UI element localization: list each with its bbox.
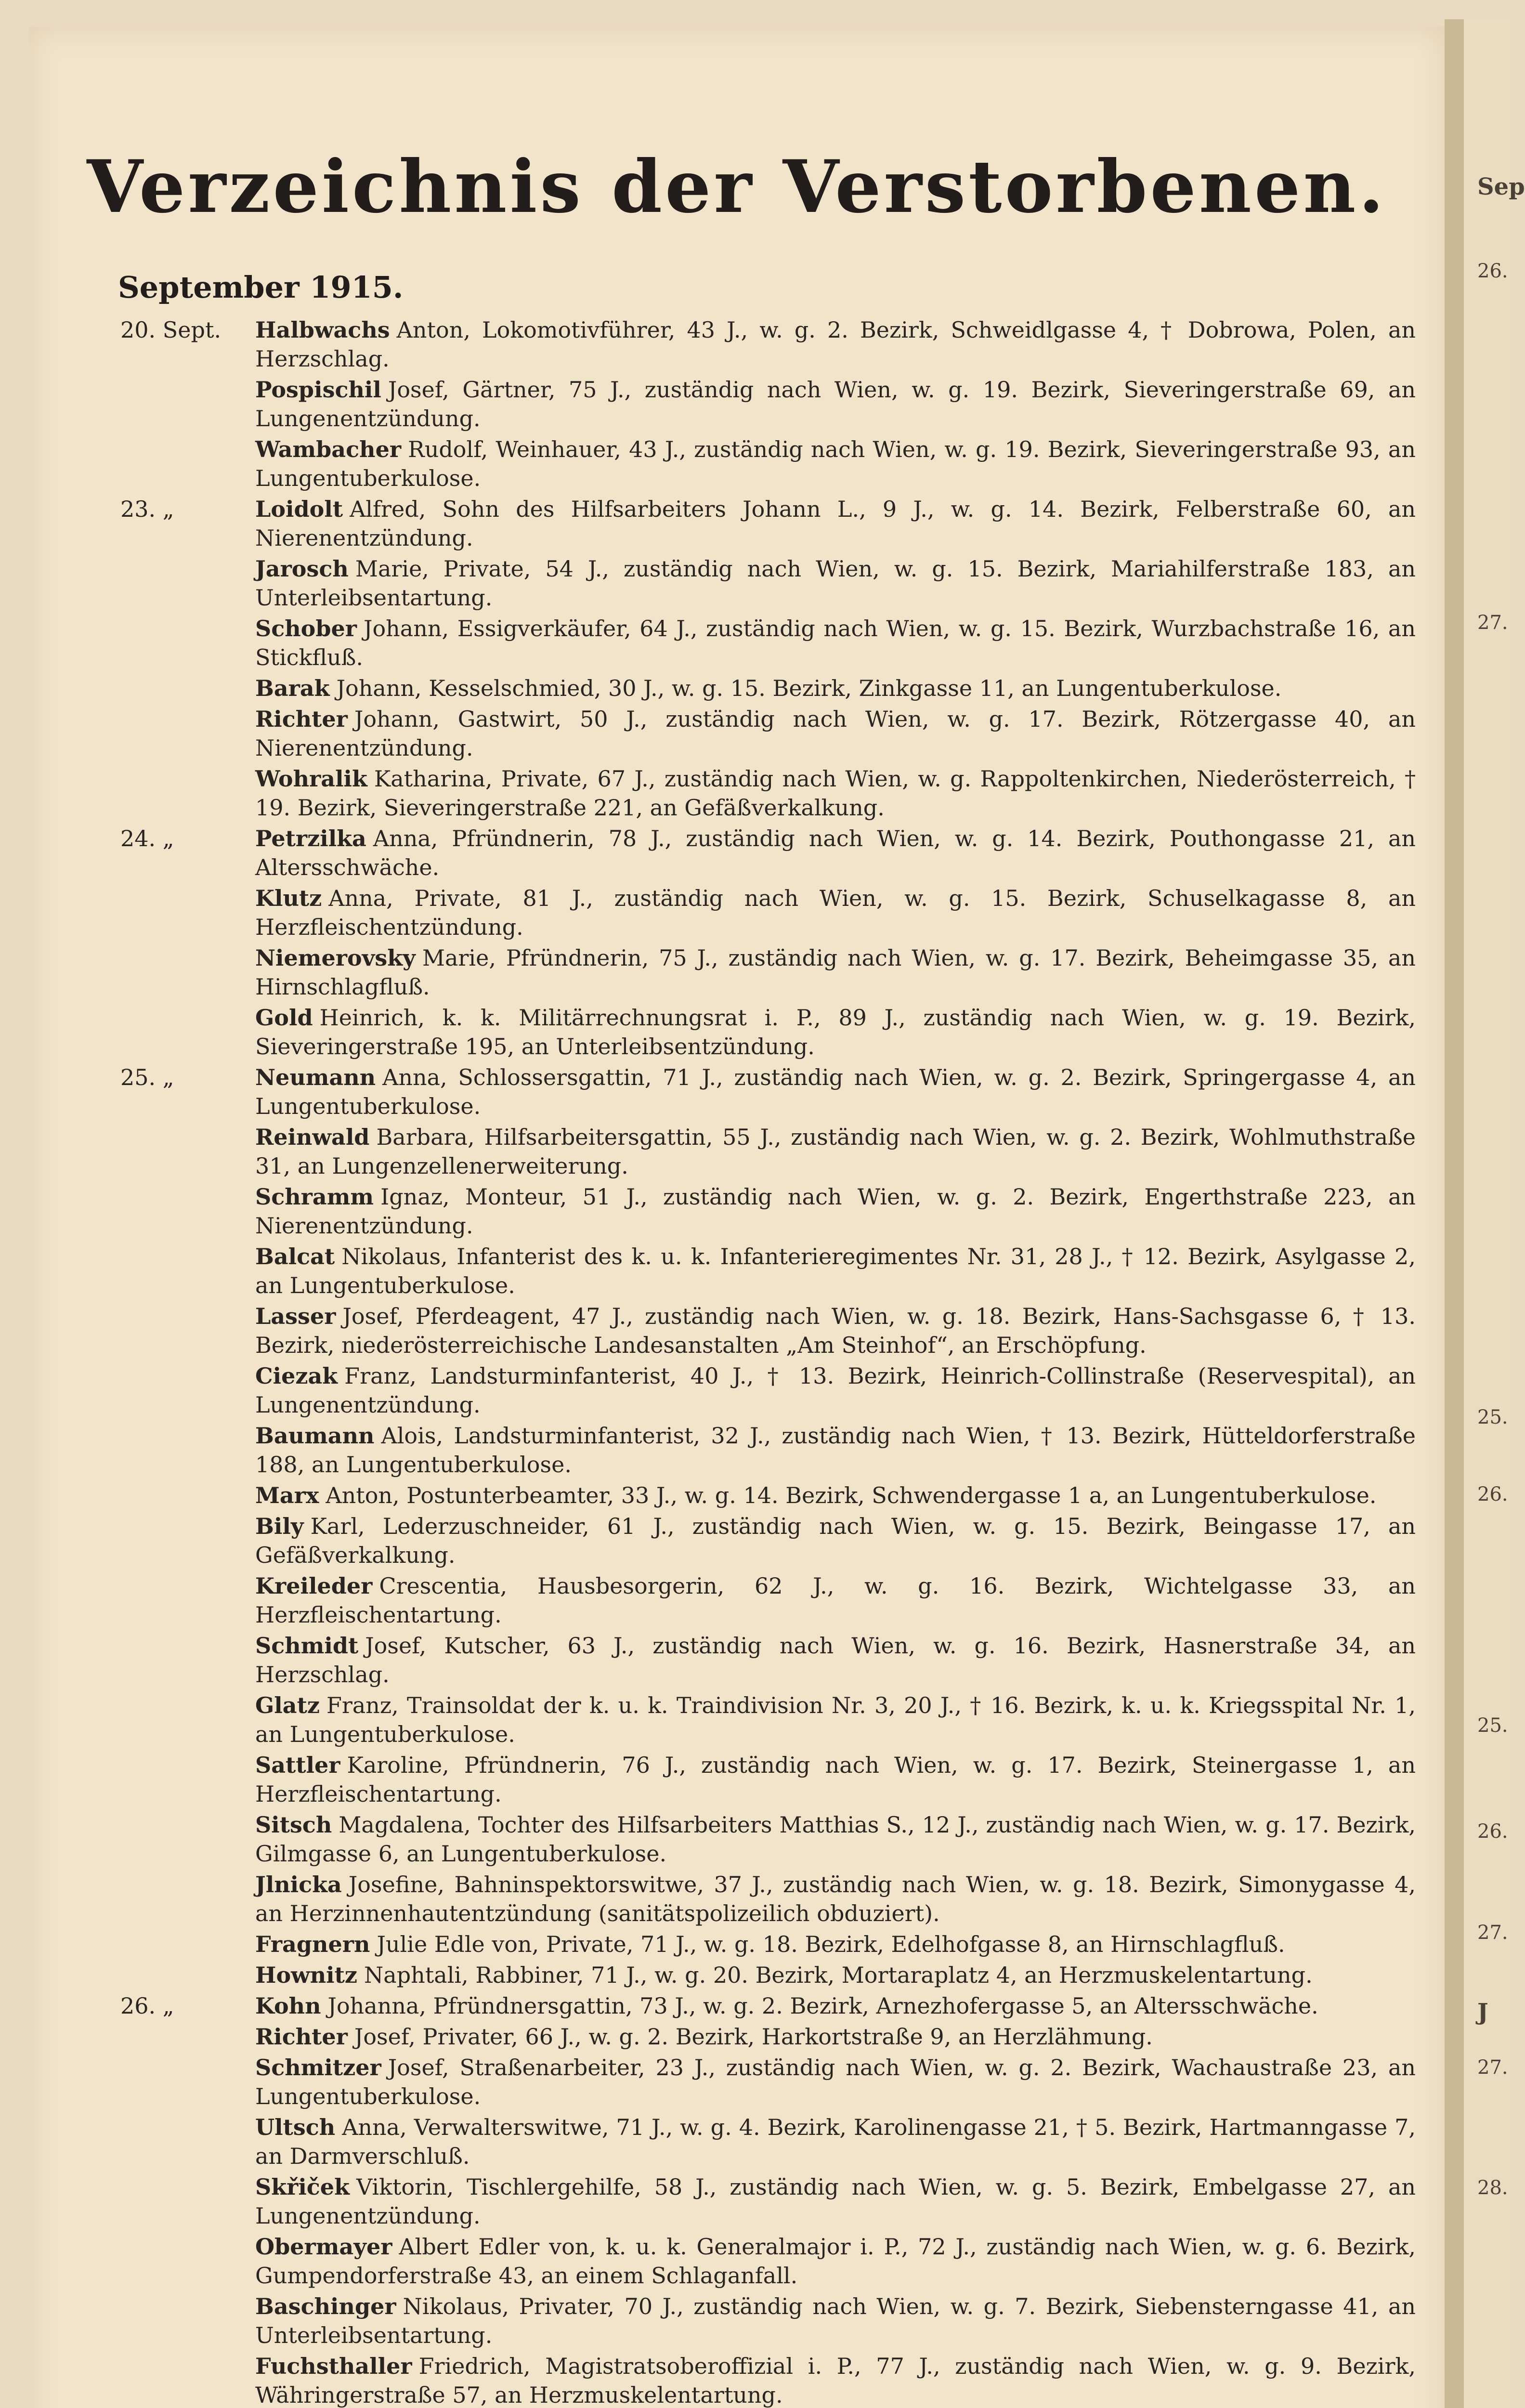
entry-surname: Hownitz bbox=[255, 1962, 358, 1988]
list-item bbox=[29, 764, 1445, 822]
entry-surname: Sitsch bbox=[255, 1812, 332, 1838]
entry-surname: Wohralik bbox=[255, 766, 367, 792]
entry-text bbox=[255, 435, 1416, 493]
entry-date: 23. „ bbox=[120, 496, 174, 522]
list-item bbox=[29, 1123, 1445, 1180]
entry-text bbox=[255, 1242, 1416, 1300]
entry-surname: Skřiček bbox=[255, 2174, 350, 2200]
adjacent-page-header: Sep bbox=[1477, 173, 1525, 200]
list-item bbox=[29, 435, 1445, 493]
entry-details: Alfred, Sohn des Hilfsarbeiters Johann L., 9 J., w. g. 14. Bezirk, Felberstraße 60, an Nierenentzündung. bbox=[255, 496, 1416, 551]
entry-text bbox=[255, 1810, 1416, 1868]
list-item bbox=[29, 1361, 1445, 1419]
list-item bbox=[29, 554, 1445, 612]
entry-surname: Glatz bbox=[255, 1692, 320, 1718]
entry-details: Josef, Kutscher, 63 J., zuständig nach Wien, w. g. 16. Bezirk, Hasnerstraße 34, an Herzschlag. bbox=[255, 1633, 1416, 1688]
entry-surname: Lasser bbox=[255, 1303, 336, 1329]
entry-surname: Obermayer bbox=[255, 2234, 392, 2260]
list-item bbox=[29, 1063, 1445, 1121]
entry-details: Anton, Postunterbeamter, 33 J., w. g. 14. Bezirk, Schwendergasse 1 a, an Lungentuberkulose. bbox=[326, 1482, 1377, 1508]
list-item bbox=[29, 2292, 1445, 2350]
entry-text bbox=[255, 2022, 1416, 2051]
entry-details: Rudolf, Weinhauer, 43 J., zuständig nach Wien, w. g. 19. Bezirk, Sieveringerstraße 93, an Lungentuberkulose. bbox=[255, 436, 1416, 491]
entry-details: Johann, Essigverkäufer, 64 J., zuständig nach Wien, w. g. 15. Bezirk, Wurzbachstraße 16, an Stickfluß. bbox=[255, 615, 1416, 670]
list-item bbox=[29, 2232, 1445, 2290]
entry-text bbox=[255, 705, 1416, 762]
entry-date: 24. „ bbox=[120, 825, 174, 851]
entry-text bbox=[255, 1063, 1416, 1121]
entry-details: Ignaz, Monteur, 51 J., zuständig nach Wien, w. g. 2. Bezirk, Engerthstraße 223, an Nierenentzündung. bbox=[255, 1184, 1416, 1239]
entry-details: Josefine, Bahninspektorswitwe, 37 J., zuständig nach Wien, w. g. 18. Bezirk, Simonygasse 4, an Herzinnenhautentzündung (sanitätspolizeilich obduziert). bbox=[255, 1871, 1416, 1926]
list-item bbox=[29, 2053, 1445, 2111]
entry-text bbox=[255, 1302, 1416, 1360]
entry-surname: Pospischil bbox=[255, 377, 381, 403]
entry-details: Katharina, Private, 67 J., zuständig nach Wien, w. g. Rappoltenkirchen, Niederösterreich, † 19. Bezirk, Sieveringerstraße 221, an Gefäßverkalkung. bbox=[255, 766, 1416, 821]
adjacent-page-date: 26. bbox=[1477, 260, 1508, 282]
entry-text bbox=[255, 1182, 1416, 1240]
list-item bbox=[29, 315, 1445, 373]
entry-details: Marie, Pfründnerin, 75 J., zuständig nach Wien, w. g. 17. Bezirk, Beheimgasse 35, an Hirnschlagfluß. bbox=[255, 945, 1416, 1000]
entry-details: Franz, Landsturminfanterist, 40 J., † 13. Bezirk, Heinrich-Collinstraße (Reservespital), an Lungenentzündung. bbox=[255, 1363, 1416, 1418]
entry-details: Naphtali, Rabbiner, 71 J., w. g. 20. Bezirk, Mortaraplatz 4, an Herzmuskelentartung. bbox=[364, 1962, 1313, 1988]
adjacent-page-date: 27. bbox=[1477, 1922, 1508, 1944]
list-item bbox=[29, 2352, 1445, 2408]
entry-details: Josef, Pferdeagent, 47 J., zuständig nach Wien, w. g. 18. Bezirk, Hans-Sachsgasse 6, † 13. Bezirk, niederösterreichische Landesanstalten „Am Steinhof“, an Erschöpfung. bbox=[255, 1303, 1416, 1358]
list-item bbox=[29, 614, 1445, 672]
adjacent-page-letter: J bbox=[1477, 1999, 1488, 2026]
list-item bbox=[29, 884, 1445, 942]
entry-details: Heinrich, k. k. Militärrechnungsrat i. P., 89 J., zuständig nach Wien, w. g. 19. Bezirk, Sieveringerstraße 195, an Unterleibsentzündung. bbox=[255, 1005, 1416, 1060]
entry-details: Nikolaus, Infanterist des k. u. k. Infanterieregimentes Nr. 31, 28 J., † 12. Bezirk, Asylgasse 2, an Lungentuberkulose. bbox=[255, 1243, 1416, 1298]
entry-date: 20. Sept. bbox=[120, 317, 222, 343]
entry-text bbox=[255, 495, 1416, 552]
entry-text bbox=[255, 1571, 1416, 1629]
list-item bbox=[29, 824, 1445, 882]
entry-date: 25. „ bbox=[120, 1064, 174, 1090]
entry-surname: Halbwachs bbox=[255, 317, 390, 343]
entry-text bbox=[255, 2352, 1416, 2408]
adjacent-page-date: 28. bbox=[1477, 2177, 1508, 2199]
entry-details: Anton, Lokomotivführer, 43 J., w. g. 2. Bezirk, Schweidlgasse 4, † Dobrowa, Polen, an Herzschlag. bbox=[255, 317, 1416, 372]
entry-surname: Richter bbox=[255, 2024, 348, 2050]
entry-text bbox=[255, 764, 1416, 822]
list-item bbox=[29, 495, 1445, 552]
entry-text bbox=[255, 1991, 1416, 2020]
entry-surname: Klutz bbox=[255, 885, 322, 911]
list-item bbox=[29, 1512, 1445, 1570]
entry-surname: Schmidt bbox=[255, 1633, 359, 1659]
entry-surname: Niemerovsky bbox=[255, 945, 416, 971]
entry-details: Anna, Private, 81 J., zuständig nach Wien, w. g. 15. Bezirk, Schuselkagasse 8, an Herzfleischentzündung. bbox=[255, 885, 1416, 940]
entry-surname: Sattler bbox=[255, 1752, 340, 1778]
entry-surname: Schramm bbox=[255, 1184, 374, 1210]
adjacent-page-fragment bbox=[1464, 19, 1525, 2408]
adjacent-page-date: 26. bbox=[1477, 1820, 1508, 1843]
list-item bbox=[29, 2022, 1445, 2051]
entry-surname: Ciezak bbox=[255, 1363, 338, 1389]
entry-surname: Gold bbox=[255, 1005, 313, 1031]
entry-details: Josef, Privater, 66 J., w. g. 2. Bezirk, Harkortstraße 9, an Herzlähmung. bbox=[354, 2024, 1153, 2050]
entry-text bbox=[255, 824, 1416, 882]
entry-text bbox=[255, 884, 1416, 942]
list-item bbox=[29, 1961, 1445, 1989]
entry-text bbox=[255, 1003, 1416, 1061]
entry-text bbox=[255, 2292, 1416, 2350]
list-item bbox=[29, 674, 1445, 703]
entry-surname: Loidolt bbox=[255, 496, 343, 522]
entry-details: Johann, Kesselschmied, 30 J., w. g. 15. Bezirk, Zinkgasse 11, an Lungentuberkulose. bbox=[336, 675, 1282, 701]
entry-details: Crescentia, Hausbesorgerin, 62 J., w. g. 16. Bezirk, Wichtelgasse 33, an Herzfleischentartung. bbox=[255, 1573, 1416, 1628]
list-item bbox=[29, 1991, 1445, 2020]
entry-details: Marie, Private, 54 J., zuständig nach Wien, w. g. 15. Bezirk, Mariahilferstraße 183, an Unterleibsentartung. bbox=[255, 556, 1416, 611]
list-item bbox=[29, 1691, 1445, 1749]
entry-text bbox=[255, 1691, 1416, 1749]
entry-details: Franz, Trainsoldat der k. u. k. Traindivision Nr. 3, 20 J., † 16. Bezirk, k. u. k. Kriegsspital Nr. 1, an Lungentuberkulose. bbox=[255, 1692, 1416, 1747]
entry-surname: Wambacher bbox=[255, 436, 402, 462]
entry-text bbox=[255, 554, 1416, 612]
entry-details: Nikolaus, Privater, 70 J., zuständig nach Wien, w. g. 7. Bezirk, Siebensterngasse 41, an Unterleibsentartung. bbox=[255, 2293, 1416, 2348]
entry-surname: Petrzilka bbox=[255, 825, 366, 851]
deceased-list bbox=[29, 315, 1445, 2408]
list-item bbox=[29, 2113, 1445, 2171]
adjacent-page-date: 25. bbox=[1477, 1714, 1508, 1737]
entry-surname: Marx bbox=[255, 1482, 319, 1508]
list-item bbox=[29, 1930, 1445, 1959]
list-item bbox=[29, 705, 1445, 762]
list-item bbox=[29, 1421, 1445, 1479]
entry-details: Barbara, Hilfsarbeitersgattin, 55 J., zuständig nach Wien, w. g. 2. Bezirk, Wohlmuthstraße 31, an Lungenzellenerweiterung. bbox=[255, 1124, 1416, 1179]
entry-text bbox=[255, 2113, 1416, 2171]
entry-surname: Baumann bbox=[255, 1423, 375, 1449]
entry-text bbox=[255, 1512, 1416, 1570]
document-page bbox=[29, 26, 1445, 2408]
list-item bbox=[29, 1870, 1445, 1928]
entry-text bbox=[255, 315, 1416, 373]
entry-details: Anna, Verwalterswitwe, 71 J., w. g. 4. Bezirk, Karolinengasse 21, † 5. Bezirk, Hartmanngasse 7, an Darmverschluß. bbox=[255, 2114, 1416, 2169]
entry-text bbox=[255, 1421, 1416, 1479]
page-title: Verzeichnis der Verstorbenen. bbox=[87, 144, 1387, 229]
entry-surname: Schmitzer bbox=[255, 2055, 381, 2081]
entry-text bbox=[255, 1961, 1416, 1989]
entry-surname: Barak bbox=[255, 675, 330, 701]
entry-details: Karoline, Pfründnerin, 76 J., zuständig nach Wien, w. g. 17. Bezirk, Steinergasse 1, an Herzfleischentartung. bbox=[255, 1752, 1416, 1807]
entry-text bbox=[255, 1123, 1416, 1180]
list-item bbox=[29, 1571, 1445, 1629]
adjacent-page-date: 27. bbox=[1477, 2056, 1508, 2079]
entry-details: Julie Edle von, Private, 71 J., w. g. 18. Bezirk, Edelhofgasse 8, an Hirnschlagfluß. bbox=[377, 1931, 1285, 1957]
list-item bbox=[29, 375, 1445, 433]
entry-text bbox=[255, 375, 1416, 433]
list-item bbox=[29, 2172, 1445, 2230]
entry-surname: Bily bbox=[255, 1513, 304, 1539]
entry-text bbox=[255, 1361, 1416, 1419]
entry-text bbox=[255, 2172, 1416, 2230]
entry-surname: Kohn bbox=[255, 1993, 321, 2019]
entry-text bbox=[255, 1751, 1416, 1808]
list-item bbox=[29, 1182, 1445, 1240]
entry-surname: Richter bbox=[255, 706, 348, 732]
entry-details: Magdalena, Tochter des Hilfsarbeiters Matthias S., 12 J., zuständig nach Wien, w. g. 17. Bezirk, Gilmgasse 6, an Lungentuberkulose. bbox=[255, 1812, 1416, 1867]
entry-surname: Balcat bbox=[255, 1243, 335, 1269]
entry-details: Anna, Pfründnerin, 78 J., zuständig nach Wien, w. g. 14. Bezirk, Pouthongasse 21, an Altersschwäche. bbox=[255, 825, 1416, 880]
entry-surname: Fragnern bbox=[255, 1931, 370, 1957]
list-item bbox=[29, 1242, 1445, 1300]
entry-surname: Reinwald bbox=[255, 1124, 370, 1150]
entry-surname: Kreileder bbox=[255, 1573, 373, 1599]
entry-details: Josef, Straßenarbeiter, 23 J., zuständig nach Wien, w. g. 2. Bezirk, Wachaustraße 23, an Lungentuberkulose. bbox=[255, 2055, 1416, 2109]
month-heading: September 1915. bbox=[118, 270, 404, 305]
entry-details: Johann, Gastwirt, 50 J., zuständig nach Wien, w. g. 17. Bezirk, Rötzergasse 40, an Nierenentzündung. bbox=[255, 706, 1416, 761]
entry-text bbox=[255, 943, 1416, 1001]
entry-surname: Baschinger bbox=[255, 2293, 396, 2319]
list-item bbox=[29, 1003, 1445, 1061]
entry-surname: Ultsch bbox=[255, 2114, 336, 2140]
list-item bbox=[29, 1631, 1445, 1689]
entry-date: 26. „ bbox=[120, 1993, 174, 2019]
list-item bbox=[29, 1481, 1445, 1510]
entry-details: Karl, Lederzuschneider, 61 J., zuständig nach Wien, w. g. 15. Bezirk, Beingasse 17, an Gefäßverkalkung. bbox=[255, 1513, 1416, 1568]
entry-details: Friedrich, Magistratsoberoffizial i. P., 77 J., zuständig nach Wien, w. g. 9. Bezirk, Währingerstraße 57, an Herzmuskelentartung. bbox=[255, 2353, 1416, 2408]
adjacent-page-date: 26. bbox=[1477, 1483, 1508, 1505]
entry-details: Johanna, Pfründnersgattin, 73 J., w. g. 2. Bezirk, Arnezhofergasse 5, an Altersschwäche. bbox=[327, 1993, 1318, 2019]
entry-surname: Schober bbox=[255, 615, 357, 641]
list-item bbox=[29, 1751, 1445, 1808]
entry-surname: Jlnicka bbox=[255, 1871, 342, 1898]
entry-surname: Fuchsthaller bbox=[255, 2353, 412, 2379]
adjacent-page-date: 25. bbox=[1477, 1406, 1508, 1428]
entry-surname: Jarosch bbox=[255, 556, 349, 582]
list-item bbox=[29, 943, 1445, 1001]
entry-text bbox=[255, 1631, 1416, 1689]
entry-text bbox=[255, 674, 1416, 703]
adjacent-page-date: 27. bbox=[1477, 612, 1508, 634]
list-item bbox=[29, 1302, 1445, 1360]
entry-text bbox=[255, 1930, 1416, 1959]
entry-text bbox=[255, 1870, 1416, 1928]
entry-details: Josef, Gärtner, 75 J., zuständig nach Wien, w. g. 19. Bezirk, Sieveringerstraße 69, an Lungenentzündung. bbox=[255, 377, 1416, 432]
entry-details: Albert Edler von, k. u. k. Generalmajor i. P., 72 J., zuständig nach Wien, w. g. 6. Bezirk, Gumpendorferstraße 43, an einem Schlaganfall. bbox=[255, 2234, 1416, 2289]
entry-text bbox=[255, 2053, 1416, 2111]
entry-surname: Neumann bbox=[255, 1064, 376, 1090]
entry-details: Alois, Landsturminfanterist, 32 J., zuständig nach Wien, † 13. Bezirk, Hütteldorferstraße 188, an Lungentuberkulose. bbox=[255, 1423, 1416, 1478]
entry-text bbox=[255, 1481, 1416, 1510]
list-item bbox=[29, 1810, 1445, 1868]
entry-text bbox=[255, 2232, 1416, 2290]
entry-text bbox=[255, 614, 1416, 672]
entry-details: Viktorin, Tischlergehilfe, 58 J., zuständig nach Wien, w. g. 5. Bezirk, Embelgasse 27, an Lungenentzündung. bbox=[255, 2174, 1416, 2229]
entry-details: Anna, Schlossersgattin, 71 J., zuständig nach Wien, w. g. 2. Bezirk, Springergasse 4, an Lungentuberkulose. bbox=[255, 1064, 1416, 1119]
